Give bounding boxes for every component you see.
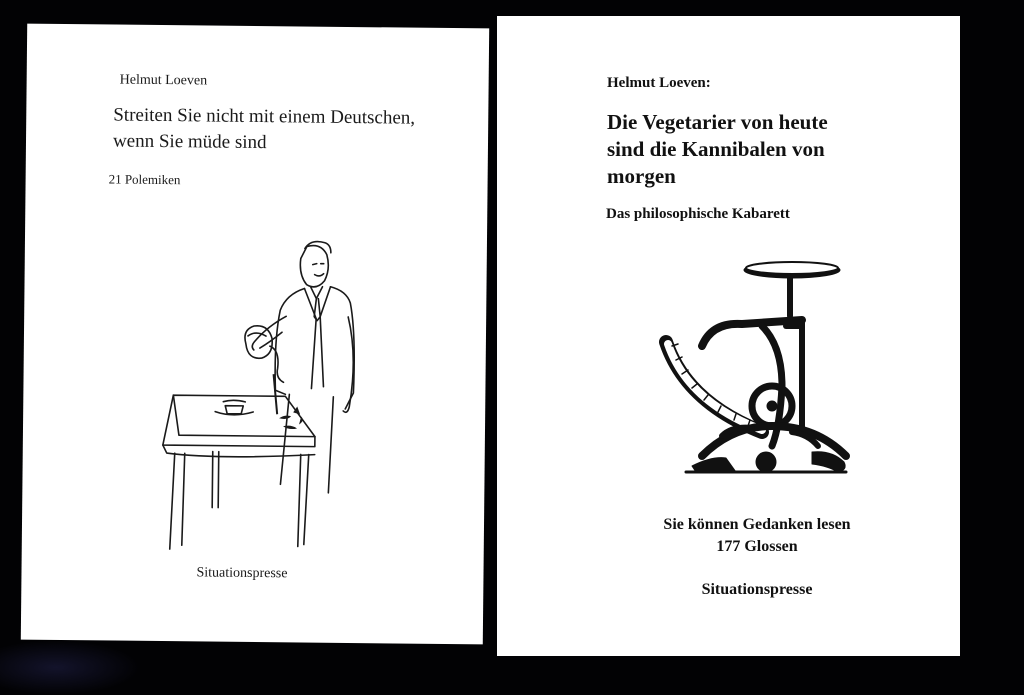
right-tagline2: 177 Glossen (716, 538, 798, 555)
left-title-line2: wenn Sie müde sind (112, 130, 267, 154)
left-author: Helmut Loeven (119, 72, 208, 89)
letter-scale-drawing (662, 256, 862, 486)
right-subtitle: Das philosophische Kabarett (606, 206, 790, 222)
right-title-line3: morgen (607, 164, 676, 188)
right-title-line1: Die Vegetarier von heute (607, 110, 828, 134)
waiter-at-table-drawing (132, 225, 375, 557)
book-cover-left (21, 24, 489, 645)
right-tagline1: Sie können Gedanken lesen (663, 516, 851, 533)
right-publisher: Situationspresse (701, 581, 813, 598)
book-cover-right (497, 16, 960, 656)
light-glare (0, 640, 140, 695)
left-publisher: Situationspresse (196, 565, 288, 582)
right-title-line2: sind die Kannibalen von (607, 137, 825, 161)
right-author: Helmut Loeven: (607, 75, 711, 91)
left-title-line1: Streiten Sie nicht mit einem Deutschen, (113, 104, 416, 129)
left-subtitle: 21 Polemiken (108, 171, 181, 188)
